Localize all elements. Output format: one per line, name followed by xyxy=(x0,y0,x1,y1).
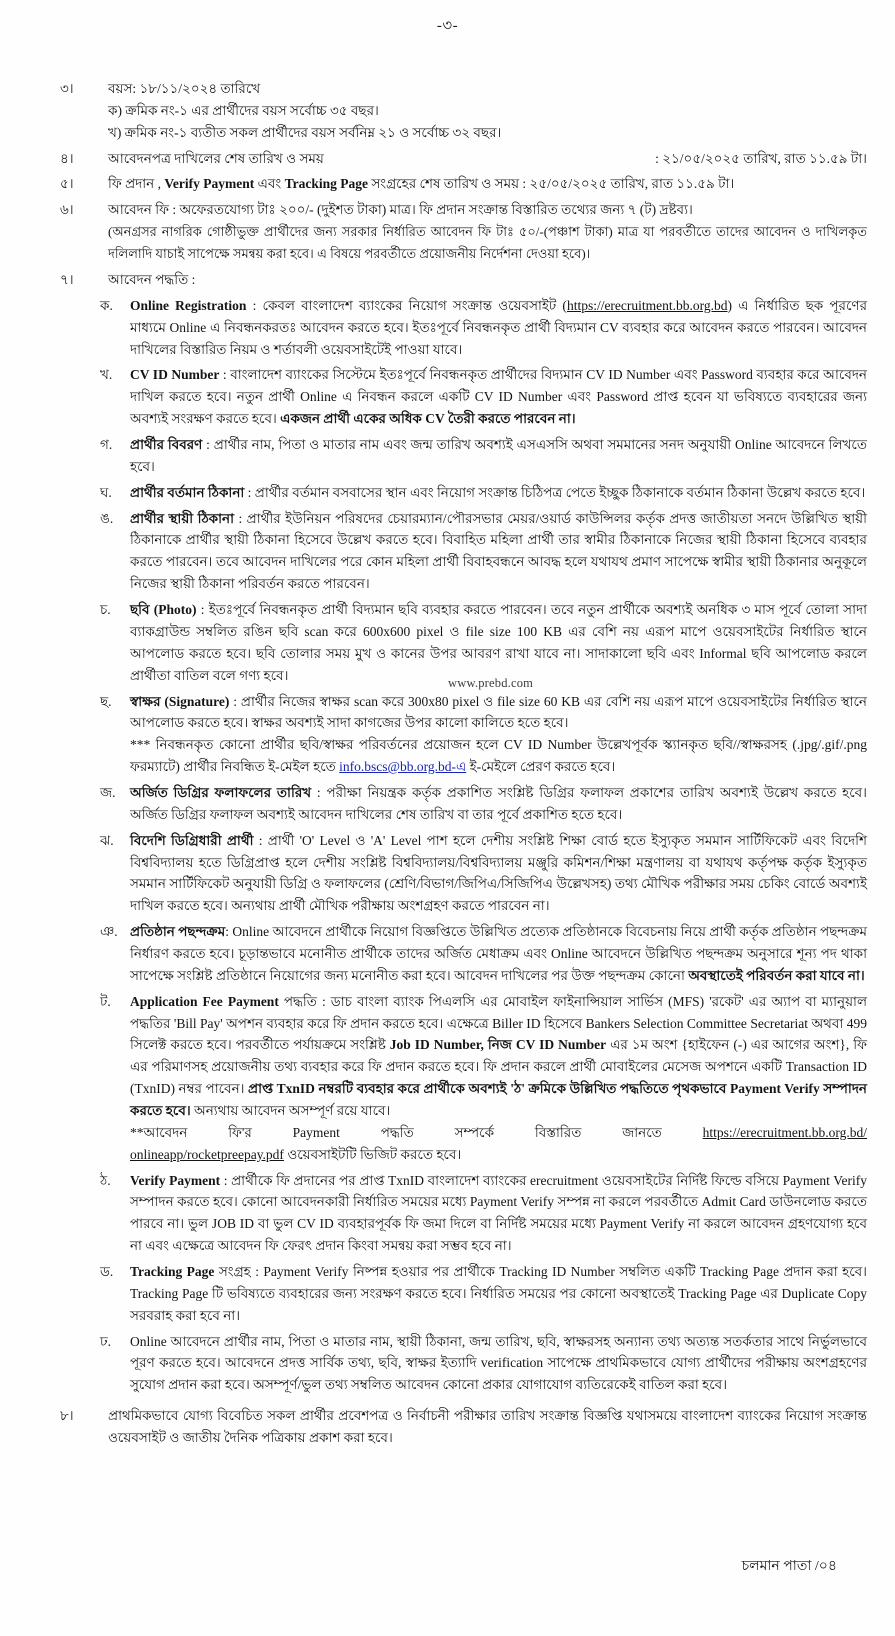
subclause-chha xyxy=(0,691,873,778)
clause-5-text-c: সংগ্রহের শেষ তারিখ ও সময় : ২৫/০৫/২০২৫ তারিখ, রাত ১১.৫৯ টা। xyxy=(367,175,735,191)
foreign-degree-title: বিদেশি ডিগ্রিধারী প্রার্থী xyxy=(130,832,254,848)
clause-5-text-a: ফি প্রদান , xyxy=(108,175,165,191)
subclause-tha xyxy=(0,1170,873,1257)
subclause-ka xyxy=(0,295,873,361)
payment-note-tail: ওয়েবসাইটটি ভিজিট করতে হবে। xyxy=(283,1146,462,1162)
subclause-gha-marker: ঘ. xyxy=(100,484,112,500)
tracking-page-title: Tracking Page xyxy=(130,1263,215,1279)
signature-note-pre: *** নিবন্ধনকৃত কোনো প্রার্থীর ছবি/স্বাক্ষর পরিবর্তনের প্রয়োজন হলে CV ID Number উল্লেখপূর্বক স্ক্যানকৃত ছবি//স্বাক্ষরসহ (.jpg/.gif/.png ফরম্যাটে) প্রার্থীর নিবন্ধিত ই-মেইল হতে xyxy=(130,737,867,775)
subclause-gha-content xyxy=(130,482,873,504)
subclause-da xyxy=(0,1261,873,1327)
cv-id-number-title: CV ID Number xyxy=(130,367,220,383)
clause-3-sub-b: খ) ক্রমিক নং-১ ব্যতীত সকল প্রার্থীদের বয়স সর্বনিম্ন ২১ ও সর্বোচ্চ ৩২ বছর। xyxy=(108,124,502,140)
bscs-email-link[interactable]: info.bscs@bb.org.bd-এ xyxy=(339,759,467,775)
present-address-title: প্রার্থীর বর্তমান ঠিকানা xyxy=(130,484,245,500)
clause-4-value: : ২১/০৫/২০২৫ তারিখ, রাত ১১.৫৯ টা। xyxy=(655,150,867,166)
clause-5-marker: ৫। xyxy=(60,175,74,191)
subclause-dha-content xyxy=(130,1331,873,1397)
clause-5 xyxy=(0,173,873,196)
clause-6-marker: ৬। xyxy=(60,202,74,218)
rocketpreepay-url-link-part1[interactable]: https://erecruitment.bb.org.bd/ xyxy=(702,1124,867,1140)
clause-7-marker: ৭। xyxy=(60,272,74,288)
subclause-ja-text: : পরীক্ষা নিয়ন্ত্রক কর্তৃক প্রকাশিত সংশ্লিষ্ট ডিগ্রির ফলাফল প্রকাশের তারিখ অবশ্যই উল্লেখ করতে হবে। অর্জিত ডিগ্রির ফলাফল অবশ্যই আবেদন দাখিলের শেষ তারিখ বা তার পূর্বে প্রকাশিত হতে হবে। xyxy=(130,784,867,822)
subclause-nga-content xyxy=(130,508,873,595)
clause-5-tracking-page: Tracking Page xyxy=(284,175,368,191)
subclause-ta-text2: এর ১ম অংশ {হাইফেন (-) এর আগের অংশ}, ফি এর পরিমাণসহ প্রয়োজনীয় তথ্য ব্যবহার করে ফি প্রদান করতে হবে। ফি প্রদান করলে প্রার্থী মোবাইলের মেসেজ অপশনে একটি Transaction ID (TxnID) নম্বর পাবেন। xyxy=(130,1037,867,1097)
payment-note-g: জানতে xyxy=(622,1124,662,1140)
payment-note-f: বিস্তারিত xyxy=(534,1124,582,1140)
clause-3-sub-a: ক) ক্রমিক নং-১ এর প্রার্থীদের বয়স সর্বোচ্চ ৩৫ বছর। xyxy=(108,102,379,118)
subclause-cha xyxy=(0,599,873,686)
degree-result-date-title: অর্জিত ডিগ্রির ফলাফলের তারিখ xyxy=(130,784,312,800)
clause-4-label: আবেদনপত্র দাখিলের শেষ তারিখ ও সময় xyxy=(108,150,324,166)
subclause-ga-marker: গ. xyxy=(100,437,113,453)
clause-7-heading: আবেদন পদ্ধতি : xyxy=(108,272,196,288)
verify-payment-title: Verify Payment xyxy=(130,1172,221,1188)
subclause-ka-marker: ক. xyxy=(100,297,113,313)
application-fee-payment-title: Application Fee Payment xyxy=(130,993,279,1009)
payment-method-note-line xyxy=(130,1122,867,1144)
clause-5-content xyxy=(108,173,873,196)
page-number: -৩- xyxy=(436,18,459,34)
subclause-kha xyxy=(0,364,873,430)
subclause-tha-text: : প্রার্থীকে ফি প্রদানের পর প্রাপ্ত TxnID বাংলাদেশ ব্যাংকের erecruitment ওয়েবসাইটের নির্দিষ্ট ফিল্ডে বসিয়ে Payment Verify সম্পাদন করতে হবে। কোনো আবেদনকারী নির্ধারিত সময়ের মধ্যে Payment Verify সম্পন্ন না করলে পরবর্তীতে Admit Card ডাউনলোড করতে পারবে না। ভুল JOB ID বা ভুল CV ID ব্যবহারপূর্বক ফি জমা দিলে বা নির্দিষ্ট সময়ের মধ্যে Payment Verify না করলে আবেদন গ্রহণযোগ্য হবে না এবং এক্ষেত্রে আবেদন ফি ফেরৎ প্রদান কিংবা সমন্বয় করা সম্ভব হবে না। xyxy=(130,1172,867,1254)
subclause-ga-text: : প্রার্থীর নাম, পিতা ও মাতার নাম এবং জন্ম তারিখ অবশ্যই এসএসসি অথবা সমমানের সনদ অনুযায়ী Online আবেদনে লিখতে হবে। xyxy=(130,437,867,474)
subclause-jha-marker: ঝ. xyxy=(100,832,114,848)
signature-note-post: ই-মেইলে প্রেরণ করতে হবে। xyxy=(466,759,616,775)
subclause-jha-text: : প্রার্থী 'O' Level ও 'A' Level পাশ হলে দেশীয় সংশ্লিষ্ট শিক্ষা বোর্ড হতে ইস্যুকৃত সমমান সার্টিফিকেট এবং বিদেশি বিশ্ববিদ্যালয় হতে ডিগ্রিপ্রাপ্ত হলে দেশীয় সংশ্লিষ্ট বিশ্ববিদ্যালয়/বিশ্ববিদ্যালয় মঞ্জুরি কমিশন/শিক্ষা মন্ত্রণালয় বা যথাযথ কর্তৃপক্ষ কর্তৃক ইস্যুকৃত সমমান সার্টিফিকেট অনুযায়ী ডিগ্রি ও ফলাফলের (শ্রেণি/বিভাগ/জিপিএ/সিজিপিএ উল্লেখসহ) তথ্য মৌখিক পরীক্ষার সময় চেকিং বোর্ডে অবশ্যই দাখিল করতে হবে। অন্যথায় প্রার্থী মৌখিক পরীক্ষায় অংশগ্রহণ করতে পারবেন না। xyxy=(130,832,867,914)
subclause-ka-content xyxy=(130,295,873,361)
subclause-chha-text: : প্রার্থীর নিজের স্বাক্ষর scan করে 300x80 pixel ও file size 60 KB এর বেশি নয় এরূপ মাপে ওয়েবসাইটের নির্ধারিত স্থানে আপলোড করতে হবে। স্বাক্ষর অবশ্যই সাদা কাগজের উপর কালো কালিতে হতে হবে। xyxy=(130,693,867,731)
subclause-dha-text: Online আবেদনে প্রার্থীর নাম, পিতা ও মাতার নাম, স্থায়ী ঠিকানা, জন্ম তারিখ, ছবি, স্বাক্ষরসহ অন্যান্য তথ্য অত্যন্ত সতর্কতার সাথে নির্ভুলভাবে পূরণ করতে হবে। আবেদনে প্রদত্ত সার্বিক তথ্য, ছবি, স্বাক্ষর ইত্যাদি verification সাপেক্ষে প্রাথমিকভাবে যোগ্য প্রার্থীদের পরীক্ষায় অংশগ্রহণের সুযোগ প্রদান করা হবে। অসম্পূর্ণ/ভুল তথ্য সম্বলিত আবেদন কোনো প্রকার যোগাযোগ ব্যতিরেকেই বাতিল করা হবে। xyxy=(130,1333,867,1393)
subclause-ta-marker: ট. xyxy=(100,993,111,1009)
clause-5-text-b: এবং xyxy=(254,175,285,191)
rocketpreepay-url-link-part2[interactable]: onlineapp/rocketpreepay.pdf xyxy=(130,1146,284,1162)
payment-note-c: Payment xyxy=(292,1124,340,1140)
subclause-chha-content xyxy=(130,691,873,778)
subclause-dha-marker: ঢ. xyxy=(100,1333,112,1349)
clause-4 xyxy=(0,148,873,171)
subclause-cha-marker: চ. xyxy=(100,602,111,618)
subclause-da-marker: ড. xyxy=(100,1263,114,1279)
subclause-nya-marker: ঞ. xyxy=(100,924,118,940)
subclause-ja-marker: জ. xyxy=(100,784,116,800)
subclause-ja-content xyxy=(130,782,873,826)
subclause-ka-text: : কেবল বাংলাদেশ ব্যাংকের নিয়োগ সংক্রান্ত ওয়েবসাইট ( xyxy=(246,297,567,313)
subclause-ta-content xyxy=(130,991,873,1166)
permanent-address-title: প্রার্থীর স্থায়ী ঠিকানা xyxy=(130,510,235,526)
clause-6-content xyxy=(108,199,873,265)
subclause-nga-marker: ঙ. xyxy=(100,510,114,526)
subclause-gha-text: : প্রার্থীর বর্তমান বসবাসের স্থান এবং নিয়োগ সংক্রান্ত চিঠিপত্র পেতে ইচ্ছুক ঠিকানাকে বর্তমান ঠিকানা উল্লেখ করতে হবে। xyxy=(244,484,866,500)
erecruitment-url-link[interactable]: https://erecruitment.bb.org.bd xyxy=(566,297,728,313)
signature-change-note xyxy=(130,734,867,778)
clause-3-content xyxy=(108,78,873,144)
clause-8-content: প্রাথমিকভাবে যোগ্য বিবেচিত সকল প্রার্থীর প্রবেশপত্র ও নির্বাচনী পরীক্ষার তারিখ সংক্রান্ত বিজ্ঞপ্তি যথাসময়ে বাংলাদেশ ব্যাংকের নিয়োগ সংক্রান্ত ওয়েবসাইট ও জাতীয় দৈনিক পত্রিকায় প্রকাশ করা হবে। xyxy=(108,1408,867,1445)
clause-6 xyxy=(0,199,873,265)
clause-3 xyxy=(0,78,873,144)
subclause-kha-bold-tail: একজন প্রার্থী একের অধিক CV তৈরী করতে পারবেন না। xyxy=(280,411,576,427)
subclause-nya xyxy=(0,921,873,987)
subclause-da-content xyxy=(130,1261,873,1327)
subclause-jha xyxy=(0,830,873,917)
document-body xyxy=(0,78,895,1451)
subclause-ta xyxy=(0,991,873,1166)
subclause-dha xyxy=(0,1331,873,1397)
subclause-nya-text: : Online আবেদনে প্রার্থীকে নিয়োগ বিজ্ঞপ্তিতে উল্লিখিত প্রত্যেক প্রতিষ্ঠানকে বিবেচনায় নিয়ে প্রার্থী কর্তৃক প্রতিষ্ঠান পছন্দক্রম নির্ধারণ করতে হবে। চূড়ান্তভাবে মনোনীত প্রার্থীকে তাদের অর্জিত মেধাক্রম এবং Online আবেদনে উল্লিখিত পছন্দক্রম অনুসারে শূন্য পদ থাকা সাপেক্ষে সংশ্লিষ্ট প্রতিষ্ঠানে নিয়োগের জন্য মনোনীত করা হবে। আবেদন দাখিলের পর উক্ত পছন্দক্রম কোনো xyxy=(130,924,868,983)
subclause-jha-content xyxy=(130,830,873,917)
online-registration-title: Online Registration xyxy=(130,297,247,313)
subclause-cha-text: : ইতঃপূর্বে নিবন্ধনকৃত প্রার্থী বিদ্যমান ছবি ব্যবহার করতে পারবেন। তবে নতুন প্রার্থীকে অবশ্যই অনধিক ৩ মাস পূর্বে তোলা সাদা ব্যাকগ্রাউন্ড সম্বলিত রঙিন ছবি scan করে 600x600 pixel ও file size 100 KB এর বেশি নয় এরূপ মাপে ওয়েবসাইটের নির্ধারিত স্থানে আপলোড করতে হবে। ছবি তোলার সময় মুখ ও কানের উপর আবরণ রাখা যাবে না। সাদাকালো ছবি এবং Informal ছবি আপলোড করলে প্রার্থীতা বাতিল বলে গণ্য হবে। xyxy=(130,602,867,683)
subclause-cha-content xyxy=(130,599,873,686)
clause-3-marker: ৩। xyxy=(60,81,74,96)
subclause-kha-content xyxy=(130,364,873,430)
subclause-tha-content xyxy=(130,1170,873,1257)
clause-3-heading: বয়স: ১৮/১১/২০২৪ তারিখে xyxy=(108,81,261,96)
subclause-nga xyxy=(0,508,873,595)
payment-note-d: পদ্ধতি xyxy=(380,1124,414,1140)
clause-6-line1: আবেদন ফি : অফেরতযোগ্য টাঃ ২০০/- (দুইশত টাকা) মাত্র। ফি প্রদান সংক্রান্ত বিস্তারিত তথ্যের জন্য ৭ (ট) দ্রষ্টব্য। xyxy=(108,202,693,218)
subclause-chha-marker: ছ. xyxy=(100,693,112,709)
subclause-kha-marker: খ. xyxy=(100,367,113,383)
subclause-nya-bold-tail: অবস্থাতেই পরিবর্তন করা যাবে না। xyxy=(688,967,865,983)
clause-4-marker: ৪। xyxy=(60,150,74,166)
subclause-ga xyxy=(0,434,873,478)
clause-5-verify-payment: Verify Payment xyxy=(164,175,255,191)
subclause-ja xyxy=(0,782,873,826)
site-watermark: www.prebd.com xyxy=(448,676,534,690)
txnid-verify-bold: প্রাপ্ত TxnID নম্বরটি ব্যবহার করে প্রার্থীকে অবশ্যই 'ঠ' ক্রমিকে উল্লিখিত পদ্ধতিতে পৃথকভাবে Payment Verify সম্পাদন করতে হবে। xyxy=(130,1081,867,1118)
page-footer-continuation: চলমান পাতা /০৪ xyxy=(741,1559,837,1574)
clause-6-line2: (অনগ্রসর নাগরিক গোষ্ঠীভুক্ত প্রার্থীদের জন্য সরকার নির্ধারিত আবেদন ফি টাঃ ৫০/-(পঞ্চাশ টাকা) মাত্র যা পরবর্তীতে তাদের আবেদন ও দাখিলকৃত দলিলাদি যাচাই সাপেক্ষে সমন্বয় করা হবে। এ বিষয়ে পরবর্তীতে প্রয়োজনীয় নির্দেশনা দেওয়া হবে)। xyxy=(108,224,867,262)
photo-title: ছবি (Photo) xyxy=(130,602,197,618)
subclause-ta-text3: অন্যথায় আবেদন অসম্পূর্ণ রয়ে যাবে। xyxy=(190,1102,391,1118)
payment-note-a: **আবেদন xyxy=(130,1124,188,1140)
subclause-ka-text-after: ) এ নির্ধারিত ছক পূরণের মাধ্যমে Online এ নিবন্ধনকরতঃ আবেদন করতে হবে। ইতঃপূর্বে নিবন্ধনকৃত প্রার্থী বিদ্যমান CV ব্যবহার করে আবেদন করতে পারবেন। আবেদন দাখিলের বিস্তারিত নিয়ম ও শর্তাবলী ওয়েবসাইটেই পাওয়া যাবে। xyxy=(130,297,867,357)
clause-8-marker: ৮। xyxy=(60,1408,74,1424)
subclause-tha-marker: ঠ. xyxy=(100,1172,111,1188)
candidate-details-title: প্রার্থীর বিবরণ xyxy=(130,437,203,453)
job-id-cv-id-bold: Job ID Number, নিজ CV ID Number xyxy=(389,1037,607,1053)
subclause-gha xyxy=(0,482,873,504)
signature-title: স্বাক্ষর (Signature) xyxy=(130,693,230,709)
payment-note-b: ফি'র xyxy=(228,1124,252,1140)
clause-4-daterow xyxy=(108,148,867,171)
subclause-ta-text: পদ্ধতি : ডাচ বাংলা ব্যাংক পিএলসি এর মোবাইল ফাইনান্সিয়াল সার্ভিস (MFS) 'রকেট' এর অ্যাপ বা ম্যানুয়াল পদ্ধতির 'Bill Pay' অপশন ব্যবহার করে ফি প্রদান করতে হবে। এক্ষেত্রে Biller ID হিসেবে Bankers Selection Committee Secretariat অথবা 499 সিলেক্ট করতে হবে। পরবর্তীতে পর্যায়ক্রমে সংশ্লিষ্ট xyxy=(130,993,867,1053)
subclause-kha-text: : বাংলাদেশ ব্যাংকের সিস্টেমে ইতঃপূর্বে নিবন্ধনকৃত প্রার্থীদের বিদ্যমান CV ID Number এবং Password ব্যবহার করে আবেদন দাখিল করতে হবে। নতুন প্রার্থী Online এ নিবন্ধন করলে একটি CV ID Number এবং Password প্রাপ্ত হবেন যা ভবিষ্যতে ব্যবহারের জন্য অবশ্যই সংরক্ষণ করতে হবে। xyxy=(130,367,867,427)
clause-8 xyxy=(0,1405,873,1449)
institution-preference-title: প্রতিষ্ঠান পছন্দক্রম xyxy=(130,924,226,940)
clause-4-content xyxy=(108,148,873,171)
subclause-nya-content xyxy=(130,921,873,987)
subclause-ga-content xyxy=(130,434,873,478)
clause-7 xyxy=(0,269,873,291)
payment-note-e: সম্পর্কে xyxy=(454,1124,495,1140)
payment-method-note-line2 xyxy=(130,1144,867,1166)
subclause-nga-text: : প্রার্থীর ইউনিয়ন পরিষদের চেয়ারম্যান/পৌরসভার মেয়র/ওয়ার্ড কাউন্সিলর কর্তৃক প্রদত্ত জাতীয়তা সনদে উল্লিখিত স্থায়ী ঠিকানাকে প্রার্থীর স্থায়ী ঠিকানা হিসেবে উল্লেখ করতে হবে। বিবাহিত মহিলা প্রার্থী তার স্বামীর ঠিকানাকে নিজের স্থায়ী ঠিকানা হিসেবে ব্যবহার করতে পারবেন। তবে আবেদন দাখিলের পরে কোন মহিলা প্রার্থী বিবাহবন্ধনে আবদ্ধ হলে যথাযথ প্রমাণ সাপেক্ষে স্বামীর স্থায়ী ঠিকানার অনুকূলে নিজের স্থায়ী ঠিকানা পরিবর্তন করতে পারবেন। xyxy=(130,510,867,592)
subclause-da-text: সংগ্রহ : Payment Verify নিষ্পন্ন হওয়ার পর প্রার্থীকে Tracking ID Number সম্বলিত একটি Tracking Page প্রদান করা হবে। Tracking Page টি ভবিষ্যতে ব্যবহারের জন্য সংরক্ষণ করতে হবে। নির্ধারিত সময়ের পর কোনো অবস্থাতেই Tracking Page এর Duplicate Copy সরবরাহ করা হবে না। xyxy=(130,1263,867,1323)
